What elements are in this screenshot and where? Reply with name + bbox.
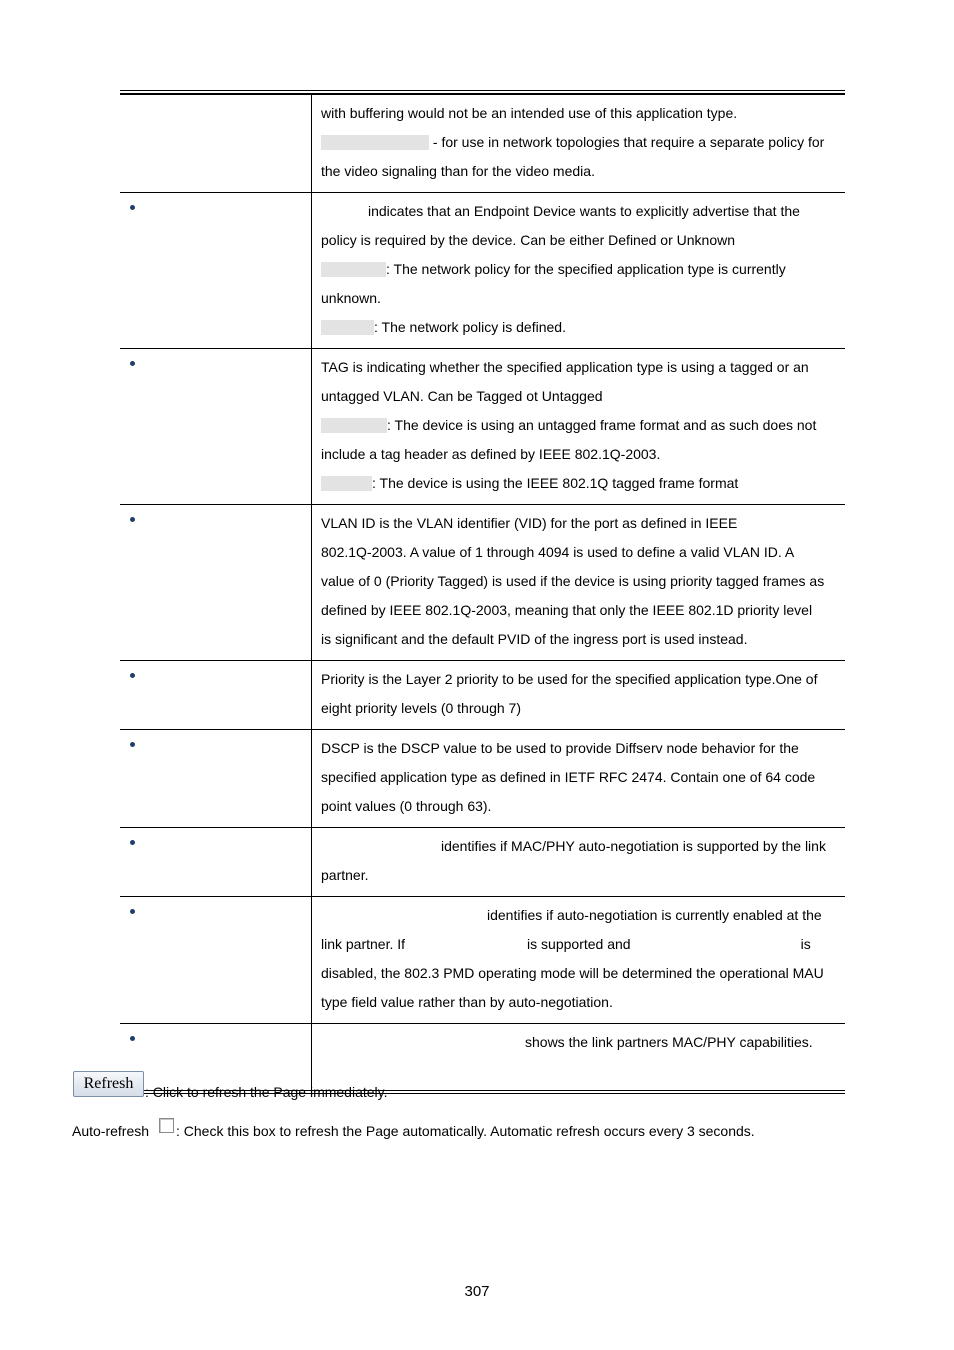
desc-line: is supported and xyxy=(527,936,631,952)
param-desc-cell xyxy=(312,730,845,827)
desc-line: DSCP is the DSCP value to be used to provide Diffserv node behavior for the xyxy=(321,740,799,756)
desc-line: eight priority levels (0 through 7) xyxy=(321,700,521,716)
desc-line: : The network policy for the specified application type is currently xyxy=(386,261,786,277)
param-name-cell xyxy=(120,505,312,660)
table-row xyxy=(120,896,845,1023)
refresh-button[interactable]: Refresh xyxy=(73,1071,144,1097)
param-desc-cell xyxy=(312,95,845,192)
desc-line: : The device is using the IEEE 802.1Q tagged frame format xyxy=(372,475,739,491)
desc-line: is significant and the default PVID of the ingress port is used instead. xyxy=(321,631,748,647)
desc-line: include a tag header as defined by IEEE 802.1Q-2003. xyxy=(321,446,661,462)
desc-line: is xyxy=(800,936,811,952)
bullet-icon xyxy=(130,909,135,914)
param-desc-cell xyxy=(312,505,845,660)
param-desc-cell xyxy=(312,349,845,504)
parameter-table xyxy=(120,90,845,1094)
desc-line: partner. xyxy=(321,867,369,883)
param-name-cell xyxy=(120,1024,312,1090)
desc-line: unknown. xyxy=(321,290,381,306)
redacted-term xyxy=(321,135,429,150)
desc-line: point values (0 through 63). xyxy=(321,798,492,814)
table-row xyxy=(120,504,845,660)
table-row xyxy=(120,827,845,896)
param-name-cell xyxy=(120,730,312,827)
table-row xyxy=(120,1023,845,1090)
redacted-term xyxy=(321,262,386,277)
bullet-icon xyxy=(130,742,135,747)
desc-line: specified application type as defined in IETF RFC 2474. Contain one of 64 code xyxy=(321,769,816,785)
param-name-cell xyxy=(120,828,312,896)
param-desc-cell xyxy=(312,828,845,896)
auto-refresh-checkbox[interactable] xyxy=(159,1118,174,1133)
desc-line: Priority is the Layer 2 priority to be used for the specified application type.One of xyxy=(321,671,818,687)
table-row xyxy=(120,660,845,729)
param-name-cell xyxy=(120,95,312,192)
desc-line: VLAN ID is the VLAN identifier (VID) for the port as defined in IEEE xyxy=(321,515,738,531)
bullet-icon xyxy=(130,517,135,522)
desc-line: identifies if MAC/PHY auto-negotiation is supported by the link xyxy=(441,838,826,854)
desc-line: : The network policy is defined. xyxy=(374,319,566,335)
page-number: 307 xyxy=(464,1283,490,1300)
param-name-cell xyxy=(120,661,312,729)
desc-line: with buffering would not be an intended use of this application type. xyxy=(321,105,738,121)
desc-line: shows the link partners MAC/PHY capabilities. xyxy=(525,1034,813,1050)
table-row xyxy=(120,729,845,827)
bullet-icon xyxy=(130,1036,135,1041)
desc-line: policy is required by the device. Can be either Defined or Unknown xyxy=(321,232,736,248)
desc-line: TAG is indicating whether the specified application type is using a tagged or an xyxy=(321,359,809,375)
bullet-icon xyxy=(130,361,135,366)
auto-refresh-description: : Check this box to refresh the Page automatically. Automatic refresh occurs every 3 seconds. xyxy=(176,1123,755,1139)
param-desc-cell xyxy=(312,897,845,1023)
param-name-cell xyxy=(120,349,312,504)
desc-line: identifies if auto-negotiation is currently enabled at the xyxy=(487,907,822,923)
refresh-description: : Click to refresh the Page immediately. xyxy=(145,1084,388,1100)
desc-line: link partner. If xyxy=(321,936,406,952)
desc-line: indicates that an Endpoint Device wants to explicitly advertise that the xyxy=(368,203,800,219)
desc-line: 802.1Q-2003. A value of 1 through 4094 is used to define a valid VLAN ID. A xyxy=(321,544,795,560)
param-desc-cell xyxy=(312,1024,845,1090)
desc-line: : The device is using an untagged frame format and as such does not xyxy=(387,417,817,433)
param-name-cell xyxy=(120,897,312,1023)
redacted-term xyxy=(321,418,387,433)
desc-line: disabled, the 802.3 PMD operating mode will be determined the operational MAU xyxy=(321,965,824,981)
table-row xyxy=(120,348,845,504)
redacted-term xyxy=(321,476,372,491)
bullet-icon xyxy=(130,673,135,678)
redacted-term xyxy=(321,320,374,335)
desc-line: type field value rather than by auto-negotiation. xyxy=(321,994,613,1010)
desc-line: the video signaling than for the video media. xyxy=(321,163,595,179)
desc-line: defined by IEEE 802.1Q-2003, meaning that only the IEEE 802.1D priority level xyxy=(321,602,813,618)
bullet-icon xyxy=(130,840,135,845)
desc-line: untagged VLAN. Can be Tagged ot Untagged xyxy=(321,388,603,404)
table-row xyxy=(120,192,845,348)
param-name-cell xyxy=(120,193,312,348)
desc-line: - for use in network topologies that require a separate policy for xyxy=(429,134,825,150)
param-desc-cell xyxy=(312,193,845,348)
param-desc-cell xyxy=(312,661,845,729)
desc-line: value of 0 (Priority Tagged) is used if the device is using priority tagged frames as xyxy=(321,573,825,589)
table-row xyxy=(120,94,845,192)
bullet-icon xyxy=(130,205,135,210)
auto-refresh-label: Auto-refresh xyxy=(72,1123,150,1139)
